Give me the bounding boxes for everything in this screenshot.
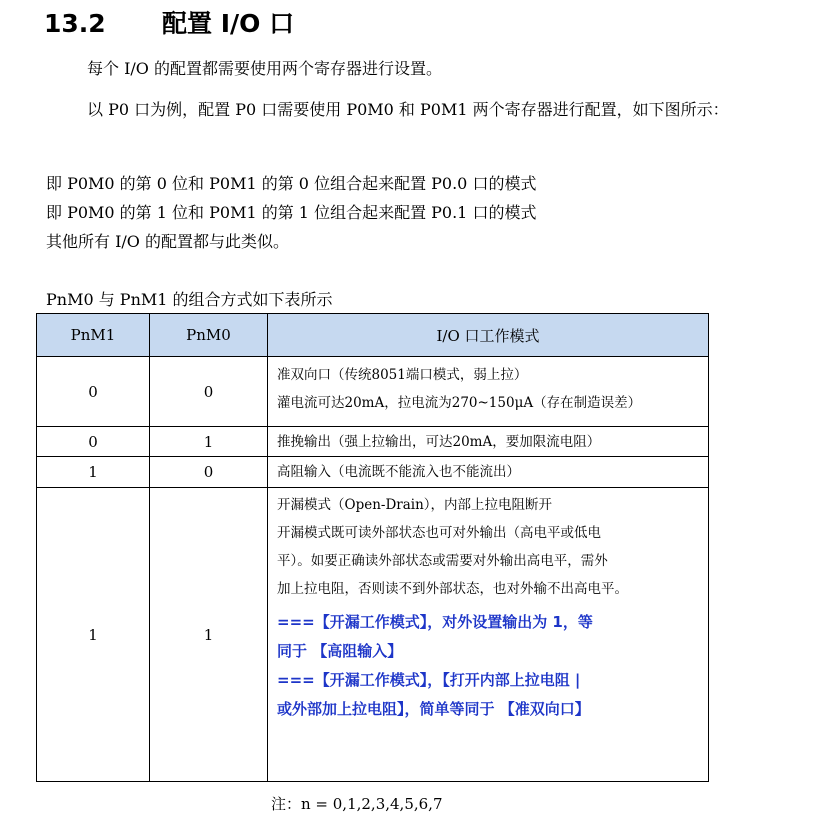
p0-paragraph: 以 P0 口为例，配置 P0 口需要使用 P0M0 和 P0M1 两个寄存器进行配置，如下图所示： (87, 100, 729, 119)
cell-mode (268, 457, 709, 488)
cell-mode (268, 357, 709, 427)
table-row (37, 357, 709, 427)
section-number: 13.2 (44, 9, 106, 38)
cell-pnm1: 0 (37, 427, 150, 457)
header-mode: I/O 口工作模式 (268, 314, 709, 357)
cell-mode (268, 488, 709, 782)
explain-line: 即 P0M0 的第 0 位和 P0M1 的第 0 位组合起来配置 P0.0 口的模式 (46, 174, 537, 193)
section-title: 配置 I/O 口 (162, 9, 295, 38)
cell-pnm1: 1 (37, 457, 150, 488)
header-pnm0: PnM0 (150, 314, 268, 357)
cell-pnm0: 1 (150, 427, 268, 457)
highlight-line: ===【开漏工作模式】，【打开内部上拉电阻 | (277, 671, 581, 689)
header-pnm1: PnM1 (37, 314, 150, 357)
cell-pnm0: 0 (150, 457, 268, 488)
cell-pnm1: 1 (37, 488, 150, 782)
mode-line: 加上拉电阻，否则读不到外部状态，也对外输不出高电平。 (277, 581, 628, 597)
table-row (37, 457, 709, 488)
highlight-line: ===【开漏工作模式】，对外设置输出为 1，等 (277, 613, 593, 631)
cell-mode (268, 427, 709, 457)
table-row (37, 488, 709, 782)
mode-line: 开漏模式既可读外部状态也可对外输出（高电平或低电 (277, 525, 601, 541)
cell-pnm0: 1 (150, 488, 268, 782)
mode-line: 开漏模式（Open-Drain），内部上拉电阻断开 (277, 497, 553, 513)
mode-line: 平）。如要正确读外部状态或需要对外输出高电平，需外 (277, 553, 608, 569)
table-row (37, 427, 709, 457)
table-header-row (37, 314, 709, 357)
mode-line: 高阻输入（电流既不能流入也不能流出） (277, 464, 520, 480)
table-caption: PnM0 与 PnM1 的组合方式如下表所示 (46, 290, 333, 309)
explain-line: 即 P0M0 的第 1 位和 P0M1 的第 1 位组合起来配置 P0.1 口的模式 (46, 203, 537, 222)
explain-line: 其他所有 I/O 的配置都与此类似。 (46, 232, 290, 251)
cell-pnm1: 0 (37, 357, 150, 427)
highlight-line: 同于 【高阻输入】 (277, 642, 403, 660)
cell-pnm0: 0 (150, 357, 268, 427)
footnote: 注：n = 0,1,2,3,4,5,6,7 (271, 795, 443, 813)
mode-line: 灌电流可达20mA，拉电流为270~150μA（存在制造误差） (277, 395, 642, 411)
highlight-line: 或外部加上拉电阻】，简单等同于 【准双向口】 (277, 700, 590, 718)
mode-table (36, 313, 709, 782)
mode-line: 推挽输出（强上拉输出，可达20mA，要加限流电阻） (277, 433, 601, 450)
intro-paragraph: 每个 I/O 的配置都需要使用两个寄存器进行设置。 (87, 59, 443, 78)
mode-line: 准双向口（传统8051端口模式，弱上拉） (277, 367, 528, 383)
